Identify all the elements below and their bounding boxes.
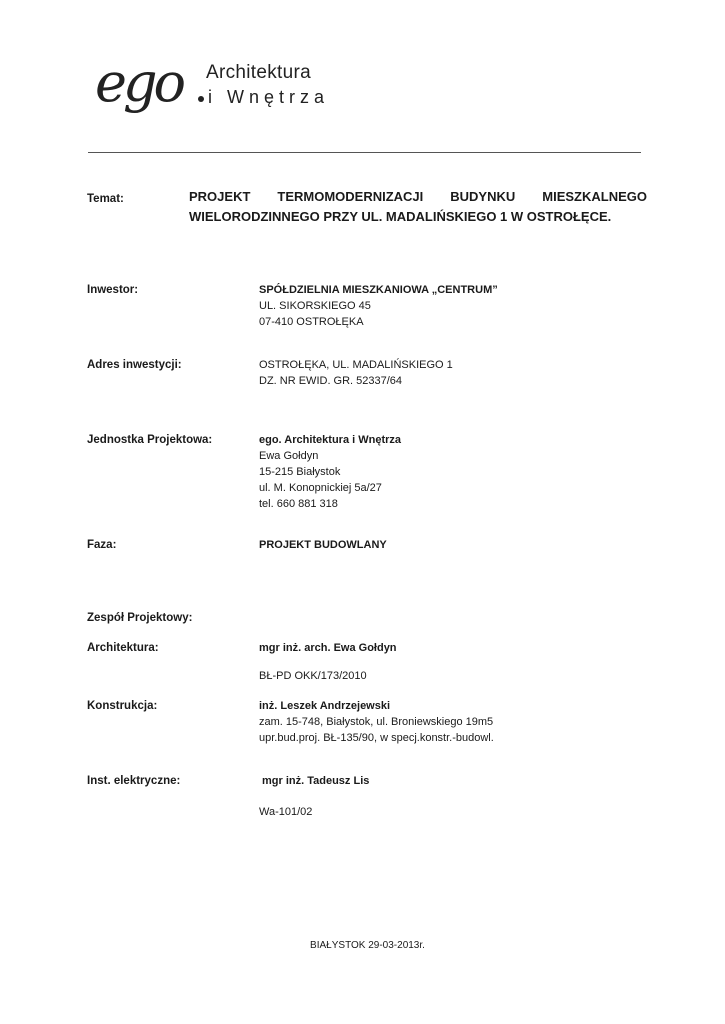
construction-license: upr.bud.proj. BŁ-135/90, w specj.konstr.-budowl. (259, 732, 494, 744)
logo-name-line2: i Wnętrza (208, 87, 330, 107)
address-line2: DZ. NR EWID. GR. 52337/64 (259, 375, 403, 387)
investor-name: SPÓŁDZIELNIA MIESZKANIOWA „CENTRUM” (259, 284, 498, 296)
construction-address: zam. 15-748, Białystok, ul. Broniewskiego 19m5 (259, 716, 494, 728)
topic-line1 (189, 187, 647, 207)
construction-info (259, 698, 494, 746)
team-label: Zespół Projektowy: (87, 612, 193, 624)
investor-info (259, 282, 498, 330)
topic-line2: WIELORODZINNEGO PRZY UL. MADALIŃSKIEGO 1 W OSTROŁĘCE. (189, 209, 612, 224)
topic-word: TERMOMODERNIZACJI (277, 189, 424, 204)
logo-name-line1: Architektura (206, 62, 311, 83)
design-unit-name: ego. Architektura i Wnętrza (259, 434, 402, 446)
architecture-label: Architektura: (87, 642, 159, 654)
topic-word: PROJEKT (189, 189, 251, 204)
topic-label: Temat: (87, 193, 124, 205)
footer-place-date: BIAŁYSTOK 29-03-2013r. (310, 940, 425, 951)
topic-word: BUDYNKU (450, 189, 516, 204)
address-line1: OSTROŁĘKA, UL. MADALIŃSKIEGO 1 (259, 359, 453, 371)
electrical-license: Wa-101/02 (259, 806, 313, 818)
construction-name: inż. Leszek Andrzejewski (259, 700, 391, 712)
topic-word: MIESZKALNEGO (542, 189, 647, 204)
architecture-license: BŁ-PD OKK/173/2010 (259, 670, 367, 682)
investor-street: UL. SIKORSKIEGO 45 (259, 300, 371, 312)
architecture-info (259, 640, 397, 656)
design-unit-phone: tel. 660 881 318 (259, 498, 338, 510)
architecture-name: mgr inż. arch. Ewa Gołdyn (259, 642, 397, 654)
electrical-label: Inst. elektryczne: (87, 775, 181, 787)
address-label: Adres inwestycji: (87, 359, 182, 371)
logo-dot (198, 96, 204, 102)
design-unit-street: ul. M. Konopnickiej 5a/27 (259, 482, 382, 494)
design-unit-label: Jednostka Projektowa: (87, 434, 213, 446)
design-unit-city: 15-215 Białystok (259, 466, 341, 478)
electrical-name: mgr inż. Tadeusz Lis (262, 775, 370, 787)
company-logo (95, 51, 355, 128)
header-divider (88, 152, 641, 153)
investor-city: 07-410 OSTROŁĘKA (259, 316, 364, 328)
construction-label: Konstrukcja: (87, 700, 158, 712)
design-unit-info (259, 432, 401, 512)
logo-mark (95, 51, 183, 114)
address-info (259, 357, 453, 389)
footer (0, 940, 725, 951)
topic-title (189, 187, 647, 227)
design-unit-person: Ewa Gołdyn (259, 450, 319, 462)
investor-label: Inwestor: (87, 284, 139, 296)
phase-label: Faza: (87, 539, 117, 551)
logo-mark-text: ego (95, 51, 183, 114)
phase-value: PROJEKT BUDOWLANY (259, 539, 387, 551)
electrical-info (262, 773, 369, 789)
